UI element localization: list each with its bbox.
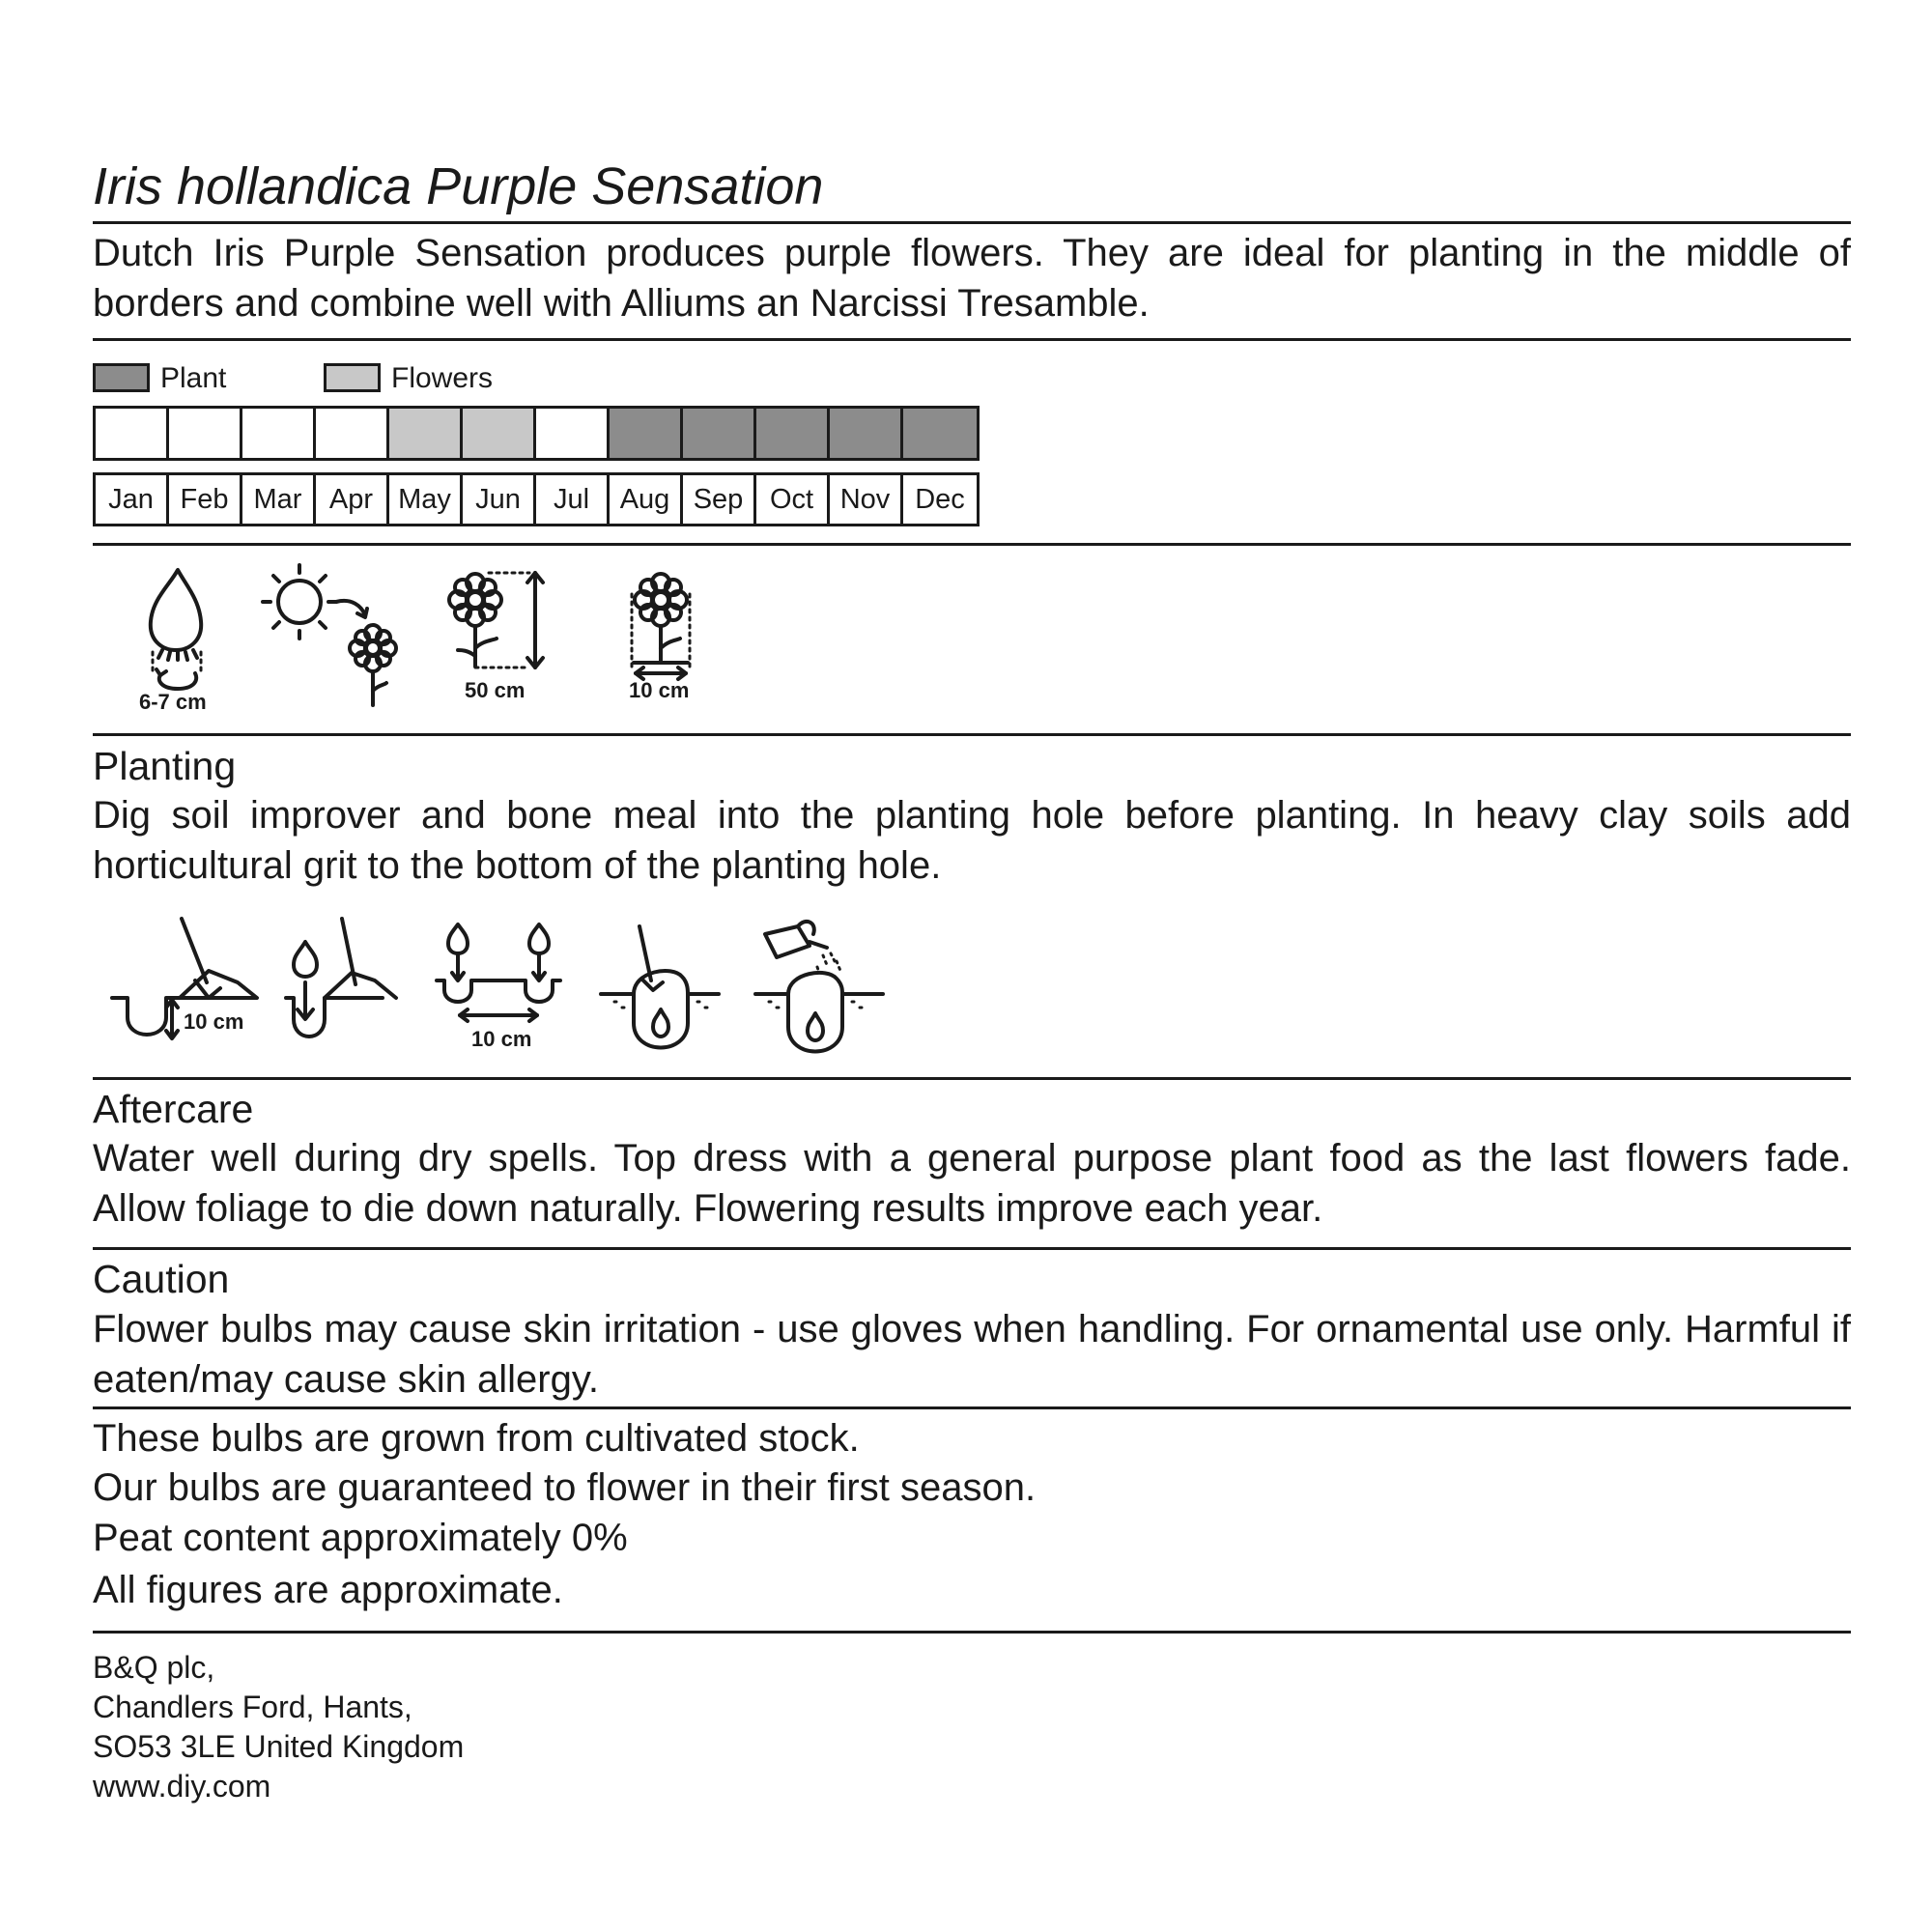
caution-heading: Caution: [93, 1257, 230, 1301]
water-bulb-icon: [755, 922, 883, 1052]
planting-heading: Planting: [93, 744, 237, 788]
note-peat-content: Peat content approximately 0%: [93, 1517, 628, 1559]
calendar-cell-jun: [463, 409, 536, 458]
calendar-month-feb: Feb: [169, 475, 242, 524]
address-line-postcode: SO53 3LE United Kingdom: [93, 1729, 465, 1764]
calendar-cell-oct: [756, 409, 830, 458]
calendar-month-apr: Apr: [316, 475, 389, 524]
sun-to-flower-icon: [263, 565, 396, 705]
calendar-cell-dec: [903, 409, 977, 458]
hole-depth-label: 10 cm: [184, 1009, 244, 1034]
calendar-month-dec: Dec: [915, 484, 965, 515]
divider: [93, 543, 1851, 546]
calendar-month-jun: Jun: [463, 475, 536, 524]
divider: [93, 733, 1851, 736]
calendar-month-may: May: [389, 475, 463, 524]
calendar-cell-jan: [96, 409, 169, 458]
aftercare-text: Water well during dry spells. Top dress with a general purpose plant food as the last flowers fade. Allow foliage to die down naturally. Flowering results improve each year.: [93, 1137, 1851, 1230]
divider: [93, 221, 1851, 224]
calendar-cell-apr: [316, 409, 389, 458]
calendar-cell-aug: [610, 409, 683, 458]
divider: [93, 1077, 1851, 1080]
calendar-month-jan: Jan: [96, 475, 169, 524]
calendar-month-mar: Mar: [242, 475, 316, 524]
planting-text: Dig soil improver and bone meal into the planting hole before planting. In heavy clay soils add horticultural grit to the bottom of the planting hole.: [93, 794, 1851, 887]
divider: [93, 1631, 1851, 1634]
bulb-spacing-label: 10 cm: [471, 1027, 532, 1051]
website-link[interactable]: www.diy.com: [93, 1769, 271, 1804]
calendar-cell-may: [389, 409, 463, 458]
calendar-month-jul: Jul: [536, 475, 610, 524]
legend-plant-swatch: [93, 363, 150, 392]
divider: [93, 1406, 1851, 1409]
product-description: Dutch Iris Purple Sensation produces purple flowers. They are ideal for planting in the middle of borders and combine well with Alliums an Narcissi Tresamble.: [93, 232, 1851, 325]
calendar-cell-feb: [169, 409, 242, 458]
calendar-month-row: [93, 472, 980, 526]
bulb-depth-icon: [151, 570, 201, 689]
divider: [93, 338, 1851, 341]
calendar-cell-sep: [683, 409, 756, 458]
growing-info-icons: [93, 555, 769, 720]
divider: [93, 1247, 1851, 1250]
address-line-town: Chandlers Ford, Hants,: [93, 1690, 412, 1724]
depth-label: 6-7 cm: [139, 690, 207, 714]
bulb-spacing-icon: [437, 924, 560, 1021]
cover-bulb-icon: [601, 926, 719, 1048]
spacing-label: 10 cm: [629, 678, 690, 702]
legend-plant-label: Plant: [160, 362, 227, 394]
planting-steps-diagram: [93, 913, 904, 1058]
caution-text: Flower bulbs may cause skin irritation - use gloves when handling. For ornamental use only. Harmful if eaten/may cause skin allergy.: [93, 1308, 1851, 1401]
note-cultivated-stock: These bulbs are grown from cultivated stock.: [93, 1417, 860, 1460]
calendar-cell-mar: [242, 409, 316, 458]
flower-spacing-icon: [632, 574, 690, 679]
product-title: Iris hollandica Purple Sensation: [93, 157, 824, 215]
calendar-month-oct: Oct: [756, 475, 830, 524]
place-bulb-icon: [286, 919, 396, 1037]
calendar-month-aug: Aug: [610, 475, 683, 524]
aftercare-heading: Aftercare: [93, 1087, 254, 1131]
calendar-cell-nov: [830, 409, 903, 458]
calendar-activity-row: [93, 406, 980, 461]
legend-flowers-label: Flowers: [391, 362, 494, 394]
note-flower-guarantee: Our bulbs are guaranteed to flower in their first season.: [93, 1466, 1037, 1509]
calendar-month-nov: Nov: [830, 475, 903, 524]
calendar-month-sep: Sep: [683, 475, 756, 524]
legend-flowers-swatch: [324, 363, 381, 392]
company-name: B&Q plc,: [93, 1650, 215, 1685]
flower-height-icon: [449, 573, 543, 668]
calendar-cell-jul: [536, 409, 610, 458]
height-label: 50 cm: [465, 678, 526, 702]
note-approximate-figures: All figures are approximate.: [93, 1569, 563, 1611]
